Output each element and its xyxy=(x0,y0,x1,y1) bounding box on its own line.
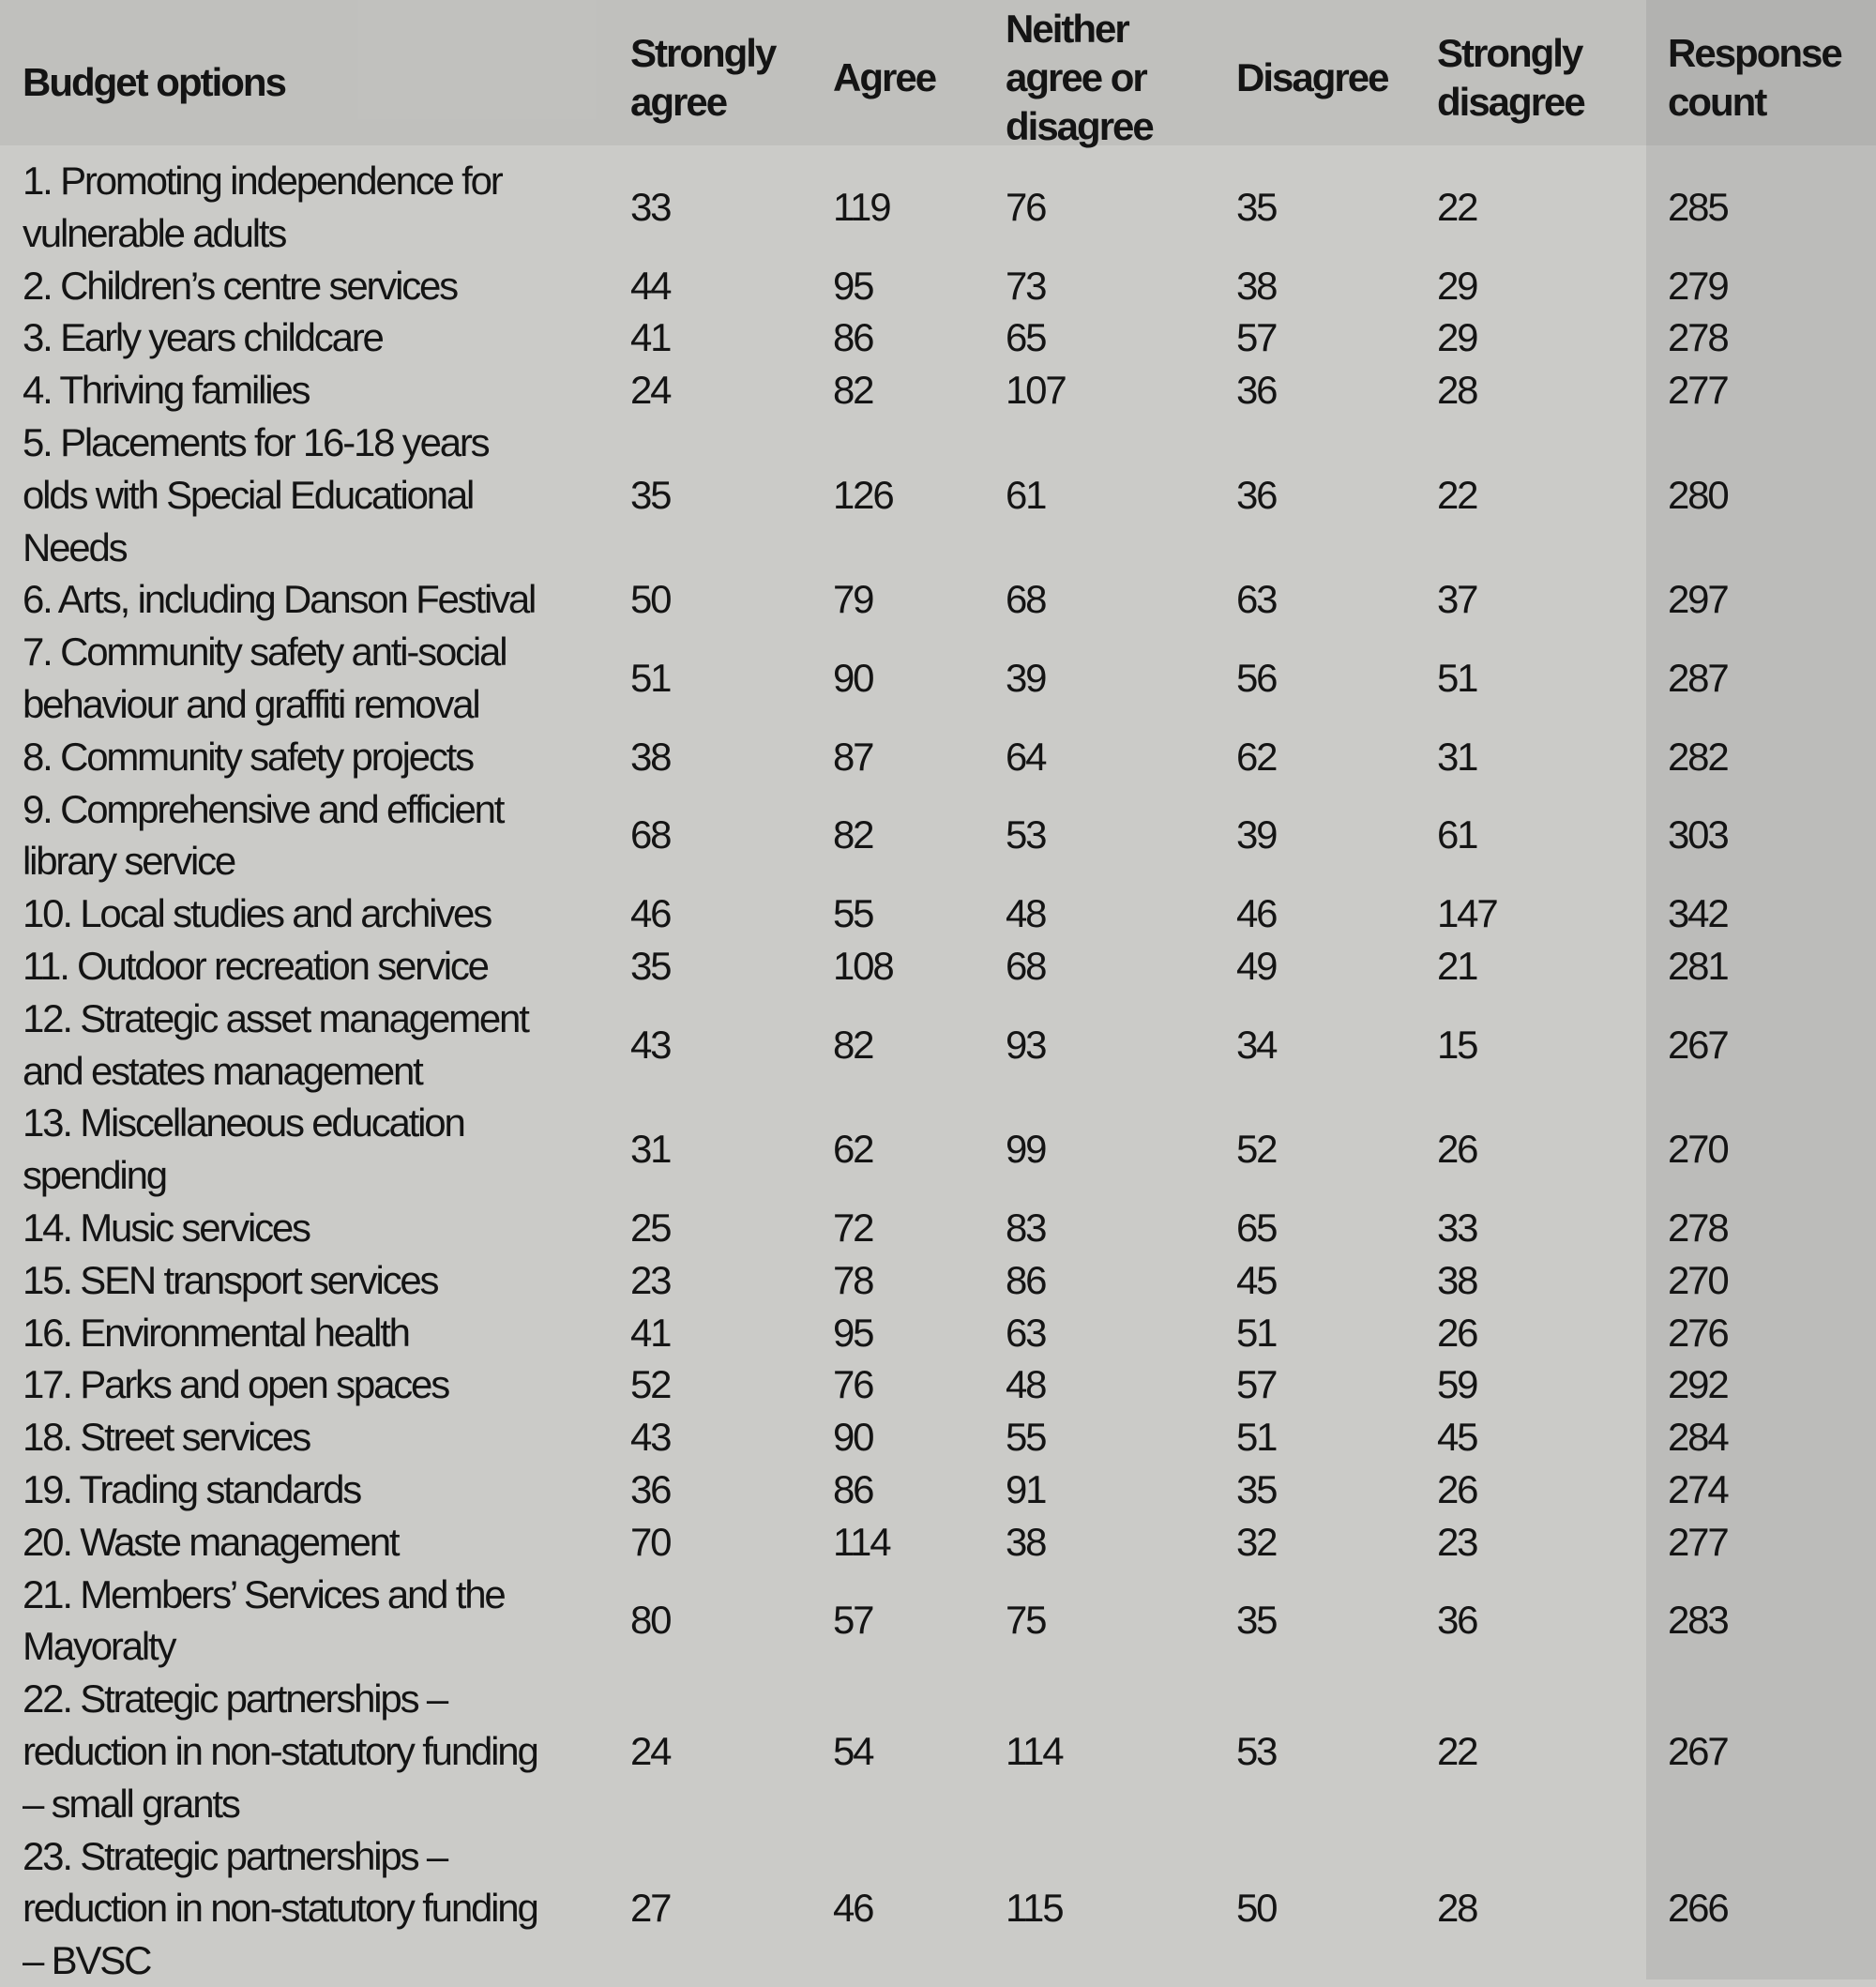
budget-option-label: 10. Local studies and archives xyxy=(23,891,492,936)
header-budget-options: Budget options xyxy=(23,59,285,104)
table-row xyxy=(0,573,1876,626)
budget-option-label: 18. Street services xyxy=(23,1415,310,1460)
strongly-disagree-value: 22 xyxy=(1437,472,1477,517)
neither-value: 86 xyxy=(1006,1257,1046,1302)
strongly-disagree-value: 29 xyxy=(1437,263,1477,308)
neither-value: 48 xyxy=(1006,891,1046,936)
budget-option-label: 12. Strategic asset management and estates management xyxy=(23,995,528,1093)
table-row xyxy=(0,155,1876,260)
neither-value: 99 xyxy=(1006,1127,1046,1172)
budget-option-label: 9. Comprehensive and efficient library service xyxy=(23,786,504,884)
agree-value: 72 xyxy=(833,1205,873,1250)
header-row xyxy=(0,0,1876,155)
strongly-disagree-value: 22 xyxy=(1437,184,1477,229)
agree-value: 55 xyxy=(833,891,873,936)
agree-value: 86 xyxy=(833,1466,873,1511)
response-count-value: 270 xyxy=(1668,1127,1728,1172)
strongly-disagree-value: 45 xyxy=(1437,1415,1477,1460)
neither-value: 39 xyxy=(1006,656,1046,701)
header-response-count: Response count xyxy=(1668,30,1841,124)
strongly-disagree-value: 31 xyxy=(1437,734,1477,779)
neither-value: 61 xyxy=(1006,472,1046,517)
table-row xyxy=(0,1307,1876,1359)
strongly-agree-value: 41 xyxy=(630,315,671,360)
header-agree: Agree xyxy=(833,54,936,99)
response-count-value: 274 xyxy=(1668,1466,1728,1511)
disagree-value: 49 xyxy=(1236,943,1277,988)
response-count-value: 278 xyxy=(1668,315,1728,360)
table-row xyxy=(0,1202,1876,1254)
table-row xyxy=(0,1830,1876,1987)
budget-option-label: 6. Arts, including Danson Festival xyxy=(23,577,536,622)
budget-option-label: 21. Members’ Services and the Mayoralty xyxy=(23,1571,505,1669)
neither-value: 53 xyxy=(1006,812,1046,857)
response-count-value: 282 xyxy=(1668,734,1728,779)
agree-value: 54 xyxy=(833,1728,873,1773)
header-strongly-agree: Strongly agree xyxy=(630,30,776,124)
agree-value: 95 xyxy=(833,1310,873,1355)
disagree-value: 36 xyxy=(1236,368,1277,413)
table-row xyxy=(0,993,1876,1098)
neither-value: 48 xyxy=(1006,1362,1046,1407)
table-row xyxy=(0,1411,1876,1464)
agree-value: 82 xyxy=(833,812,873,857)
strongly-disagree-value: 147 xyxy=(1437,891,1497,936)
agree-value: 79 xyxy=(833,577,873,622)
disagree-value: 34 xyxy=(1236,1022,1277,1067)
strongly-disagree-value: 15 xyxy=(1437,1022,1477,1067)
table-row xyxy=(0,1464,1876,1516)
strongly-disagree-value: 51 xyxy=(1437,656,1477,701)
disagree-value: 38 xyxy=(1236,263,1277,308)
disagree-value: 63 xyxy=(1236,577,1277,622)
strongly-agree-value: 31 xyxy=(630,1127,671,1172)
budget-option-label: 22. Strategic partnerships – reduction in non-statutory funding – small grants xyxy=(23,1676,537,1826)
response-count-value: 267 xyxy=(1668,1022,1728,1067)
budget-option-label: 23. Strategic partnerships – reduction in non-statutory funding – BVSC xyxy=(23,1833,537,1983)
response-count-value: 287 xyxy=(1668,656,1728,701)
agree-value: 87 xyxy=(833,734,873,779)
disagree-value: 45 xyxy=(1236,1257,1277,1302)
disagree-value: 35 xyxy=(1236,184,1277,229)
disagree-value: 53 xyxy=(1236,1728,1277,1773)
table-row xyxy=(0,887,1876,940)
neither-value: 73 xyxy=(1006,263,1046,308)
budget-option-label: 19. Trading standards xyxy=(23,1466,361,1511)
agree-value: 90 xyxy=(833,1415,873,1460)
neither-value: 83 xyxy=(1006,1205,1046,1250)
budget-option-label: 14. Music services xyxy=(23,1205,310,1250)
disagree-value: 35 xyxy=(1236,1598,1277,1643)
strongly-agree-value: 33 xyxy=(630,184,671,229)
budget-option-label: 15. SEN transport services xyxy=(23,1257,438,1302)
strongly-disagree-value: 28 xyxy=(1437,1886,1477,1931)
response-count-value: 266 xyxy=(1668,1886,1728,1931)
table-row xyxy=(0,940,1876,993)
neither-value: 75 xyxy=(1006,1598,1046,1643)
strongly-agree-value: 27 xyxy=(630,1886,671,1931)
strongly-disagree-value: 33 xyxy=(1437,1205,1477,1250)
response-count-value: 342 xyxy=(1668,891,1728,936)
budget-option-label: 4. Thriving families xyxy=(23,368,310,413)
table-row xyxy=(0,417,1876,573)
response-count-value: 292 xyxy=(1668,1362,1728,1407)
disagree-value: 57 xyxy=(1236,1362,1277,1407)
strongly-disagree-value: 59 xyxy=(1437,1362,1477,1407)
neither-value: 65 xyxy=(1006,315,1046,360)
disagree-value: 50 xyxy=(1236,1886,1277,1931)
response-count-value: 270 xyxy=(1668,1257,1728,1302)
table-row xyxy=(0,260,1876,312)
strongly-agree-value: 35 xyxy=(630,943,671,988)
disagree-value: 36 xyxy=(1236,472,1277,517)
response-count-value: 303 xyxy=(1668,812,1728,857)
agree-value: 119 xyxy=(833,184,890,229)
strongly-disagree-value: 22 xyxy=(1437,1728,1477,1773)
neither-value: 63 xyxy=(1006,1310,1046,1355)
strongly-agree-value: 36 xyxy=(630,1466,671,1511)
strongly-agree-value: 46 xyxy=(630,891,671,936)
header-strongly-disagree: Strongly disagree xyxy=(1437,30,1584,124)
neither-value: 55 xyxy=(1006,1415,1046,1460)
strongly-agree-value: 52 xyxy=(630,1362,671,1407)
table-row xyxy=(0,1673,1876,1829)
disagree-value: 35 xyxy=(1236,1466,1277,1511)
strongly-agree-value: 43 xyxy=(630,1415,671,1460)
neither-value: 93 xyxy=(1006,1022,1046,1067)
strongly-disagree-value: 28 xyxy=(1437,368,1477,413)
table-row xyxy=(0,783,1876,888)
table-row xyxy=(0,1569,1876,1674)
agree-value: 90 xyxy=(833,656,873,701)
header-neither: Neither agree or disagree xyxy=(1006,6,1153,148)
strongly-disagree-value: 26 xyxy=(1437,1466,1477,1511)
disagree-value: 46 xyxy=(1236,891,1277,936)
strongly-agree-value: 38 xyxy=(630,734,671,779)
table-row xyxy=(0,364,1876,417)
table-row xyxy=(0,626,1876,731)
strongly-disagree-value: 61 xyxy=(1437,812,1477,857)
response-count-value: 280 xyxy=(1668,472,1728,517)
agree-value: 126 xyxy=(833,472,893,517)
table-row xyxy=(0,1516,1876,1569)
neither-value: 68 xyxy=(1006,943,1046,988)
response-count-value: 277 xyxy=(1668,368,1728,413)
response-count-value: 276 xyxy=(1668,1310,1728,1355)
strongly-agree-value: 24 xyxy=(630,368,671,413)
agree-value: 86 xyxy=(833,315,873,360)
disagree-value: 62 xyxy=(1236,734,1277,779)
strongly-agree-value: 23 xyxy=(630,1257,671,1302)
strongly-agree-value: 80 xyxy=(630,1598,671,1643)
neither-value: 38 xyxy=(1006,1519,1046,1564)
response-count-value: 285 xyxy=(1668,184,1728,229)
disagree-value: 39 xyxy=(1236,812,1277,857)
strongly-agree-value: 24 xyxy=(630,1728,671,1773)
neither-value: 114 xyxy=(1006,1728,1063,1773)
agree-value: 114 xyxy=(833,1519,890,1564)
disagree-value: 57 xyxy=(1236,315,1277,360)
table-row xyxy=(0,1358,1876,1411)
strongly-agree-value: 43 xyxy=(630,1022,671,1067)
budget-option-label: 17. Parks and open spaces xyxy=(23,1362,449,1407)
strongly-agree-value: 44 xyxy=(630,263,671,308)
table-row xyxy=(0,1254,1876,1307)
strongly-disagree-value: 26 xyxy=(1437,1310,1477,1355)
table-row xyxy=(0,731,1876,783)
neither-value: 68 xyxy=(1006,577,1046,622)
strongly-agree-value: 50 xyxy=(630,577,671,622)
budget-option-label: 5. Placements for 16-18 years olds with Special Educational Needs xyxy=(23,419,489,569)
budget-option-label: 7. Community safety anti-social behaviour and graffiti removal xyxy=(23,629,507,726)
strongly-disagree-value: 29 xyxy=(1437,315,1477,360)
budget-option-label: 13. Miscellaneous education spending xyxy=(23,1100,464,1198)
strongly-agree-value: 70 xyxy=(630,1519,671,1564)
strongly-disagree-value: 23 xyxy=(1437,1519,1477,1564)
table-row xyxy=(0,311,1876,364)
disagree-value: 32 xyxy=(1236,1519,1277,1564)
agree-value: 95 xyxy=(833,263,873,308)
neither-value: 107 xyxy=(1006,368,1066,413)
budget-option-label: 16. Environmental health xyxy=(23,1310,409,1355)
disagree-value: 52 xyxy=(1236,1127,1277,1172)
strongly-disagree-value: 37 xyxy=(1437,577,1477,622)
response-count-value: 277 xyxy=(1668,1519,1728,1564)
neither-value: 115 xyxy=(1006,1886,1063,1931)
neither-value: 76 xyxy=(1006,184,1046,229)
budget-option-label: 1. Promoting independence for vulnerable adults xyxy=(23,159,502,255)
strongly-agree-value: 41 xyxy=(630,1310,671,1355)
strongly-agree-value: 35 xyxy=(630,472,671,517)
disagree-value: 65 xyxy=(1236,1205,1277,1250)
response-count-value: 297 xyxy=(1668,577,1728,622)
strongly-agree-value: 25 xyxy=(630,1205,671,1250)
agree-value: 46 xyxy=(833,1886,873,1931)
strongly-agree-value: 51 xyxy=(630,656,671,701)
budget-option-label: 2. Children’s centre services xyxy=(23,263,457,308)
agree-value: 62 xyxy=(833,1127,873,1172)
response-count-value: 284 xyxy=(1668,1415,1728,1460)
budget-option-label: 3. Early years childcare xyxy=(23,315,383,360)
response-count-value: 281 xyxy=(1668,943,1728,988)
agree-value: 57 xyxy=(833,1598,873,1643)
response-count-value: 267 xyxy=(1668,1728,1728,1773)
response-count-value: 278 xyxy=(1668,1205,1728,1250)
agree-value: 82 xyxy=(833,1022,873,1067)
strongly-disagree-value: 38 xyxy=(1437,1257,1477,1302)
budget-option-label: 20. Waste management xyxy=(23,1519,399,1564)
response-count-value: 283 xyxy=(1668,1598,1728,1643)
header-disagree: Disagree xyxy=(1236,54,1388,99)
disagree-value: 51 xyxy=(1236,1415,1277,1460)
disagree-value: 56 xyxy=(1236,656,1277,701)
agree-value: 108 xyxy=(833,943,893,988)
strongly-agree-value: 68 xyxy=(630,812,671,857)
table-row xyxy=(0,1097,1876,1202)
neither-value: 64 xyxy=(1006,734,1046,779)
strongly-disagree-value: 21 xyxy=(1437,943,1477,988)
strongly-disagree-value: 36 xyxy=(1437,1598,1477,1643)
response-count-value: 279 xyxy=(1668,263,1728,308)
budget-option-label: 8. Community safety projects xyxy=(23,734,473,779)
strongly-disagree-value: 26 xyxy=(1437,1127,1477,1172)
agree-value: 76 xyxy=(833,1362,873,1407)
disagree-value: 51 xyxy=(1236,1310,1277,1355)
agree-value: 82 xyxy=(833,368,873,413)
budget-option-label: 11. Outdoor recreation service xyxy=(23,943,488,988)
neither-value: 91 xyxy=(1006,1466,1046,1511)
agree-value: 78 xyxy=(833,1257,873,1302)
